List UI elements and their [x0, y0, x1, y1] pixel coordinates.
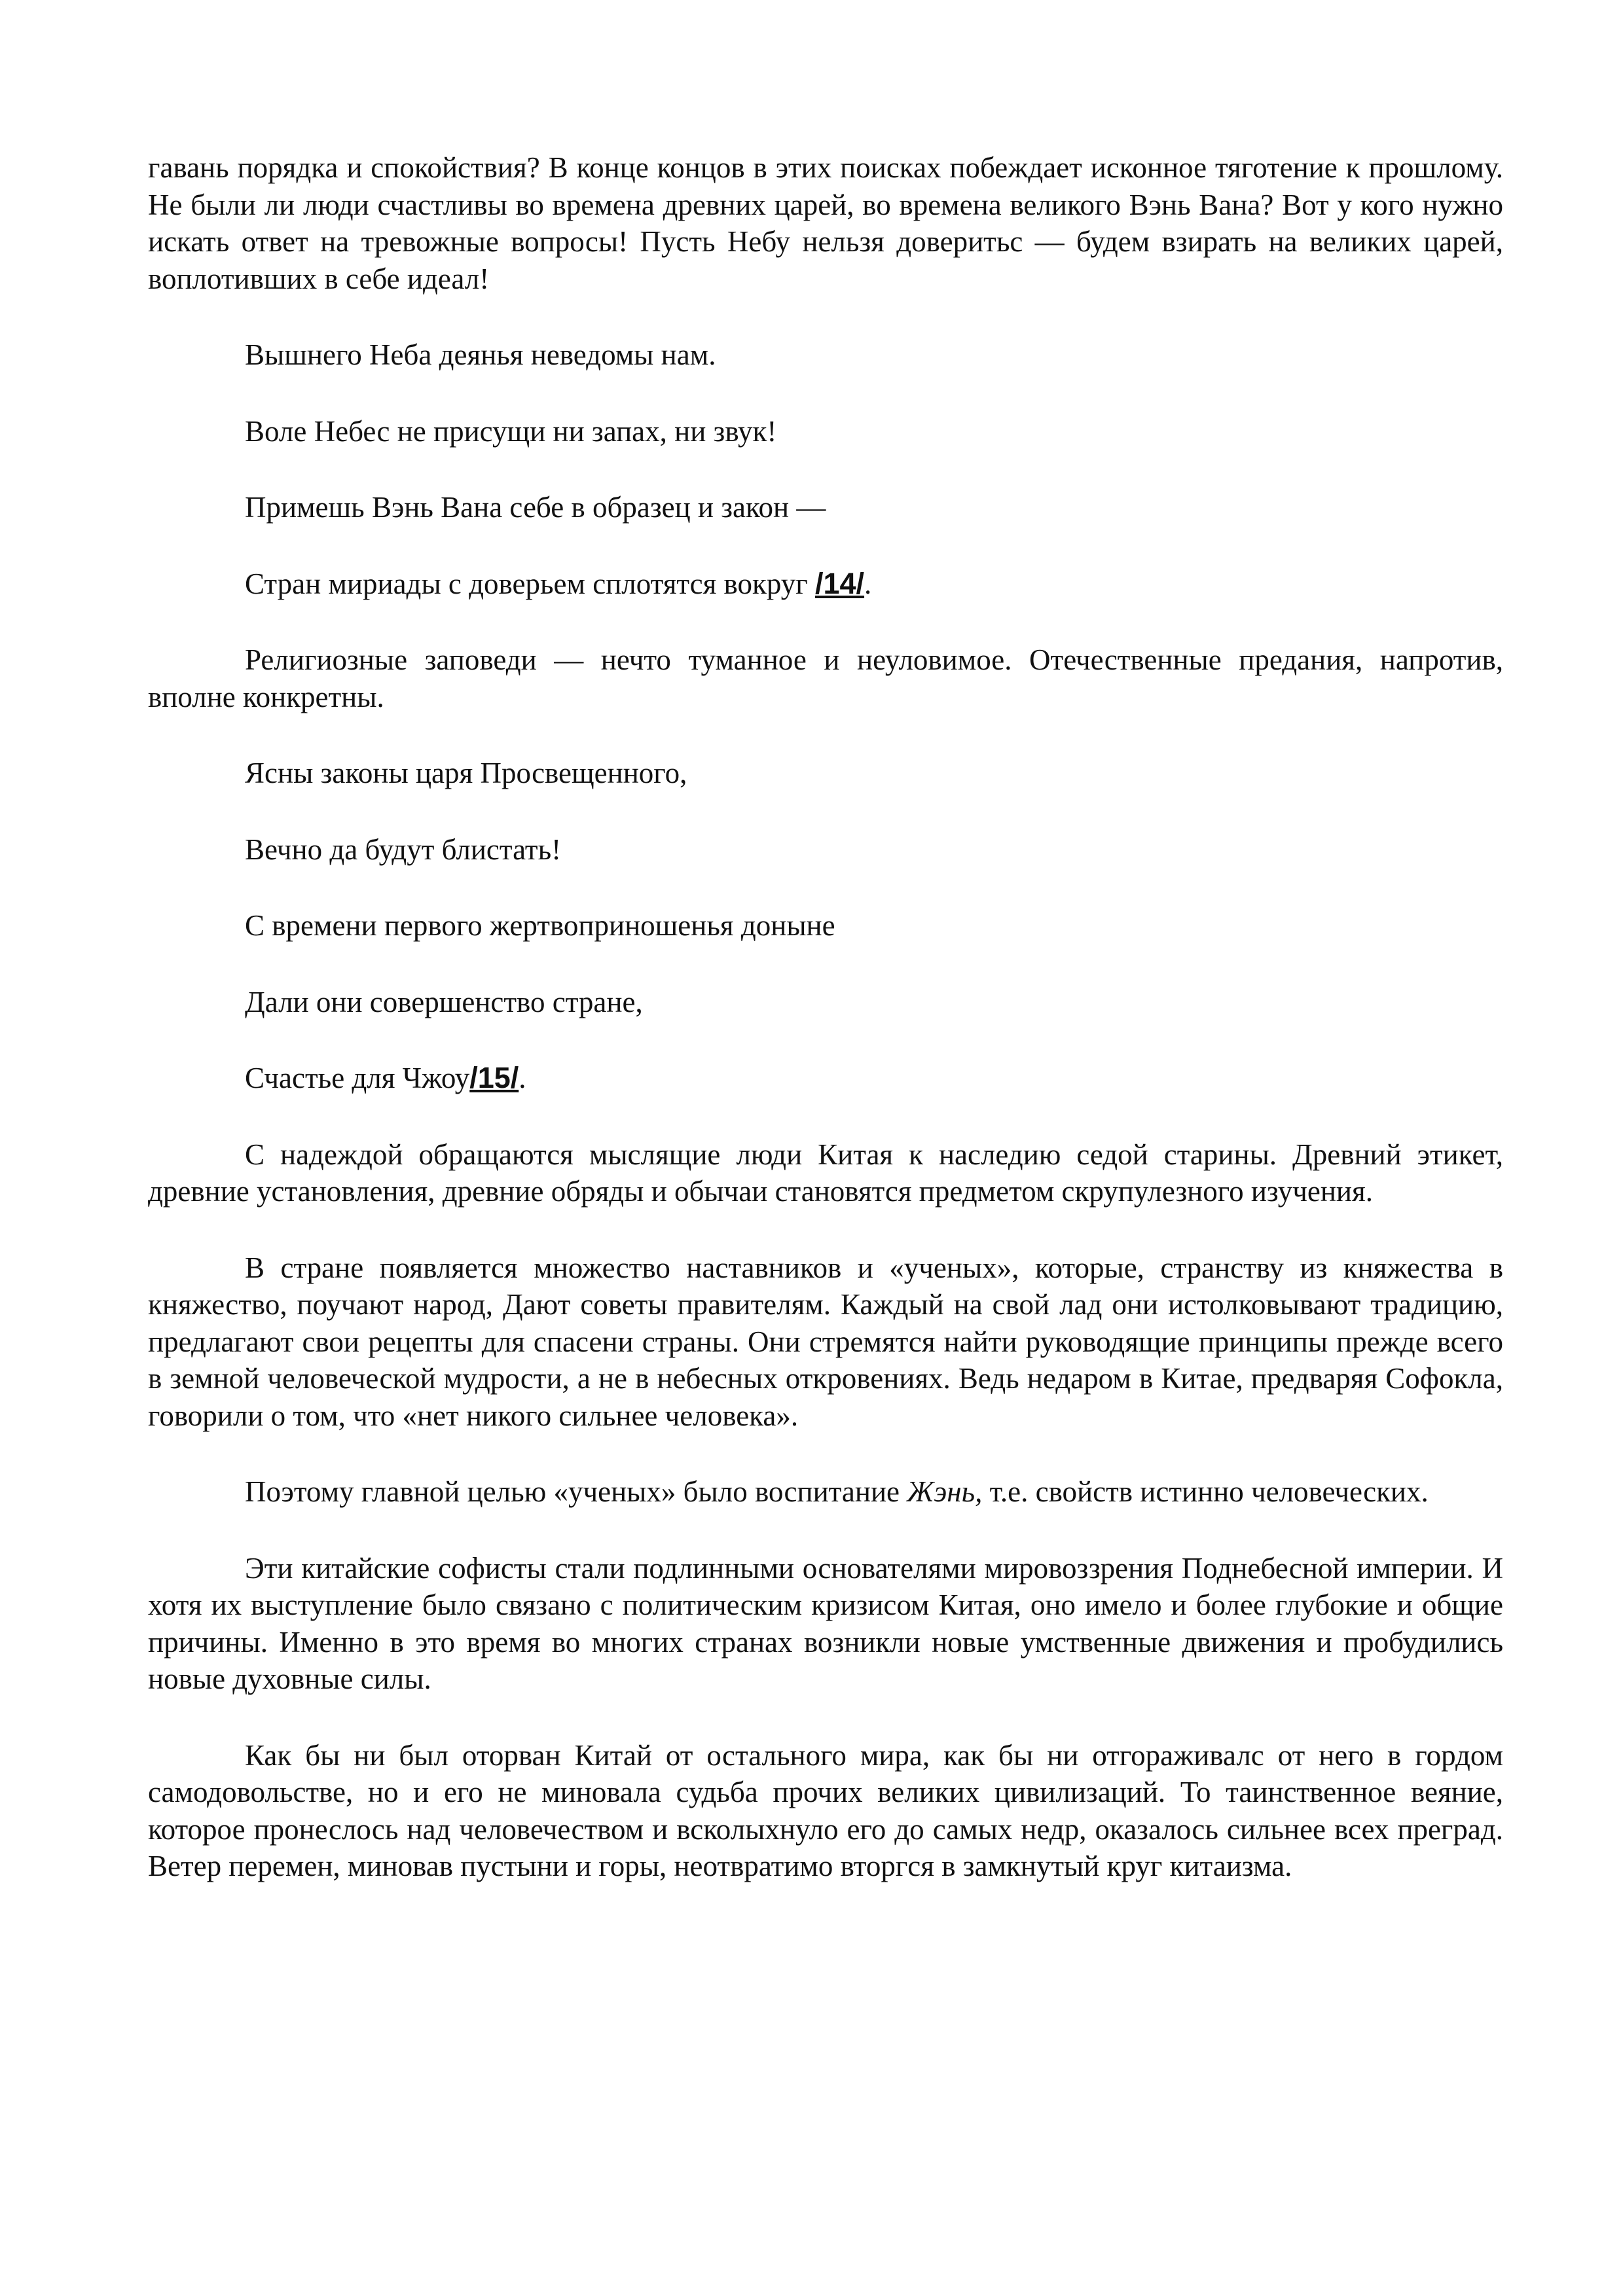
paragraph-text: Поэтому главной целью «ученых» было воспитание: [245, 1475, 907, 1508]
verse-line: Воле Небес не присущи ни запах, ни звук!: [245, 414, 777, 448]
footnote-link-15[interactable]: /15/: [469, 1061, 519, 1094]
paragraph-zhen: [148, 1473, 1503, 1511]
paragraph-intro: гавань порядка и спокойствия? В конце концов в этих поисках побеждает исконное тяготение к прошлому. Не были ли люди счастливы во времена древних царей, во времена великого Вэнь Вана? Вот у кого нужно искать ответ на тревожные вопросы! Пусть Небу нельзя доверитьс — будем взирать на великих царей, воплотивших в себе идеал!: [148, 151, 1503, 295]
verse-line-text: Стран мириады с доверьем сплотятся вокруг: [245, 567, 815, 600]
paragraph-old-heritage: С надеждой обращаются мыслящие люди Китая к наследию седой старины. Древний этикет, древние установления, древние обряды и обычаи становятся предметом скрупулезного изучения.: [148, 1138, 1503, 1208]
paragraph-religious-precepts: Религиозные заповеди — нечто туманное и неуловимое. Отечественные предания, напротив, вполне конкретны.: [148, 643, 1503, 713]
verse-line-end: .: [519, 1062, 526, 1094]
verse-line: Дали они совершенство стране,: [245, 985, 643, 1018]
paragraph-scholars: В стране появляется множество наставников и «ученых», которые, странству из княжества в княжество, поучают народ, Дают советы правителям. Каждый на свой лад они истолковывают традицию, предлагают свои рецепты для спасени страны. Они стремятся найти руководящие принципы прежде всего в земной человеческой мудрости, а не в небесных откровениях. Ведь недаром в Китае, предваряя Софокла, говорили о том, что «нет никого сильнее человека».: [148, 1251, 1503, 1432]
verse-line: Вышнего Неба деянья неведомы нам.: [245, 338, 716, 371]
verse-line-with-footnote: [148, 565, 1503, 603]
verse-line: Вечно да будут блистать!: [245, 833, 562, 866]
paragraph-sophists: Эти китайские софисты стали подлинными основателями мировоззрения Поднебесной империи. И хотя их выступление было связано с политическим кризисом Китая, оно имело и более глубокие и общие причины. Именно в это время во многих странах возникли новые умственные движения и пробудились новые духовные силы.: [148, 1551, 1503, 1695]
verse-line-with-footnote: [148, 1060, 1503, 1097]
verse-line: Ясны законы царя Просвещенного,: [245, 757, 687, 789]
paragraph-text: т.е. свойств истинно человеческих.: [982, 1475, 1429, 1508]
paragraph-wind-of-change: Как бы ни был оторван Китай от остального мира, как бы ни отгораживалс от него в гордом самодовольстве, но и его не миновала судьба прочих великих цивилизаций. То таинственное веяние, которое пронеслось над человечеством и всколыхнуло его до самых недр, оказалось сильнее всех преград. Ветер перемен, миновав пустыни и горы, неотвратимо вторгся в замкнутый круг китаизма.: [148, 1738, 1503, 1882]
text-column: [148, 149, 1503, 1924]
emphasized-term: Жэнь,: [907, 1475, 983, 1508]
verse-line-end: .: [864, 567, 872, 600]
verse-line: Примешь Вэнь Вана себе в образец и закон —: [245, 491, 826, 524]
footnote-link-14[interactable]: /14/: [814, 566, 865, 600]
verse-line: С времени первого жертвоприношенья доныне: [245, 909, 835, 942]
verse-line-text: Счастье для Чжоу: [245, 1062, 470, 1094]
